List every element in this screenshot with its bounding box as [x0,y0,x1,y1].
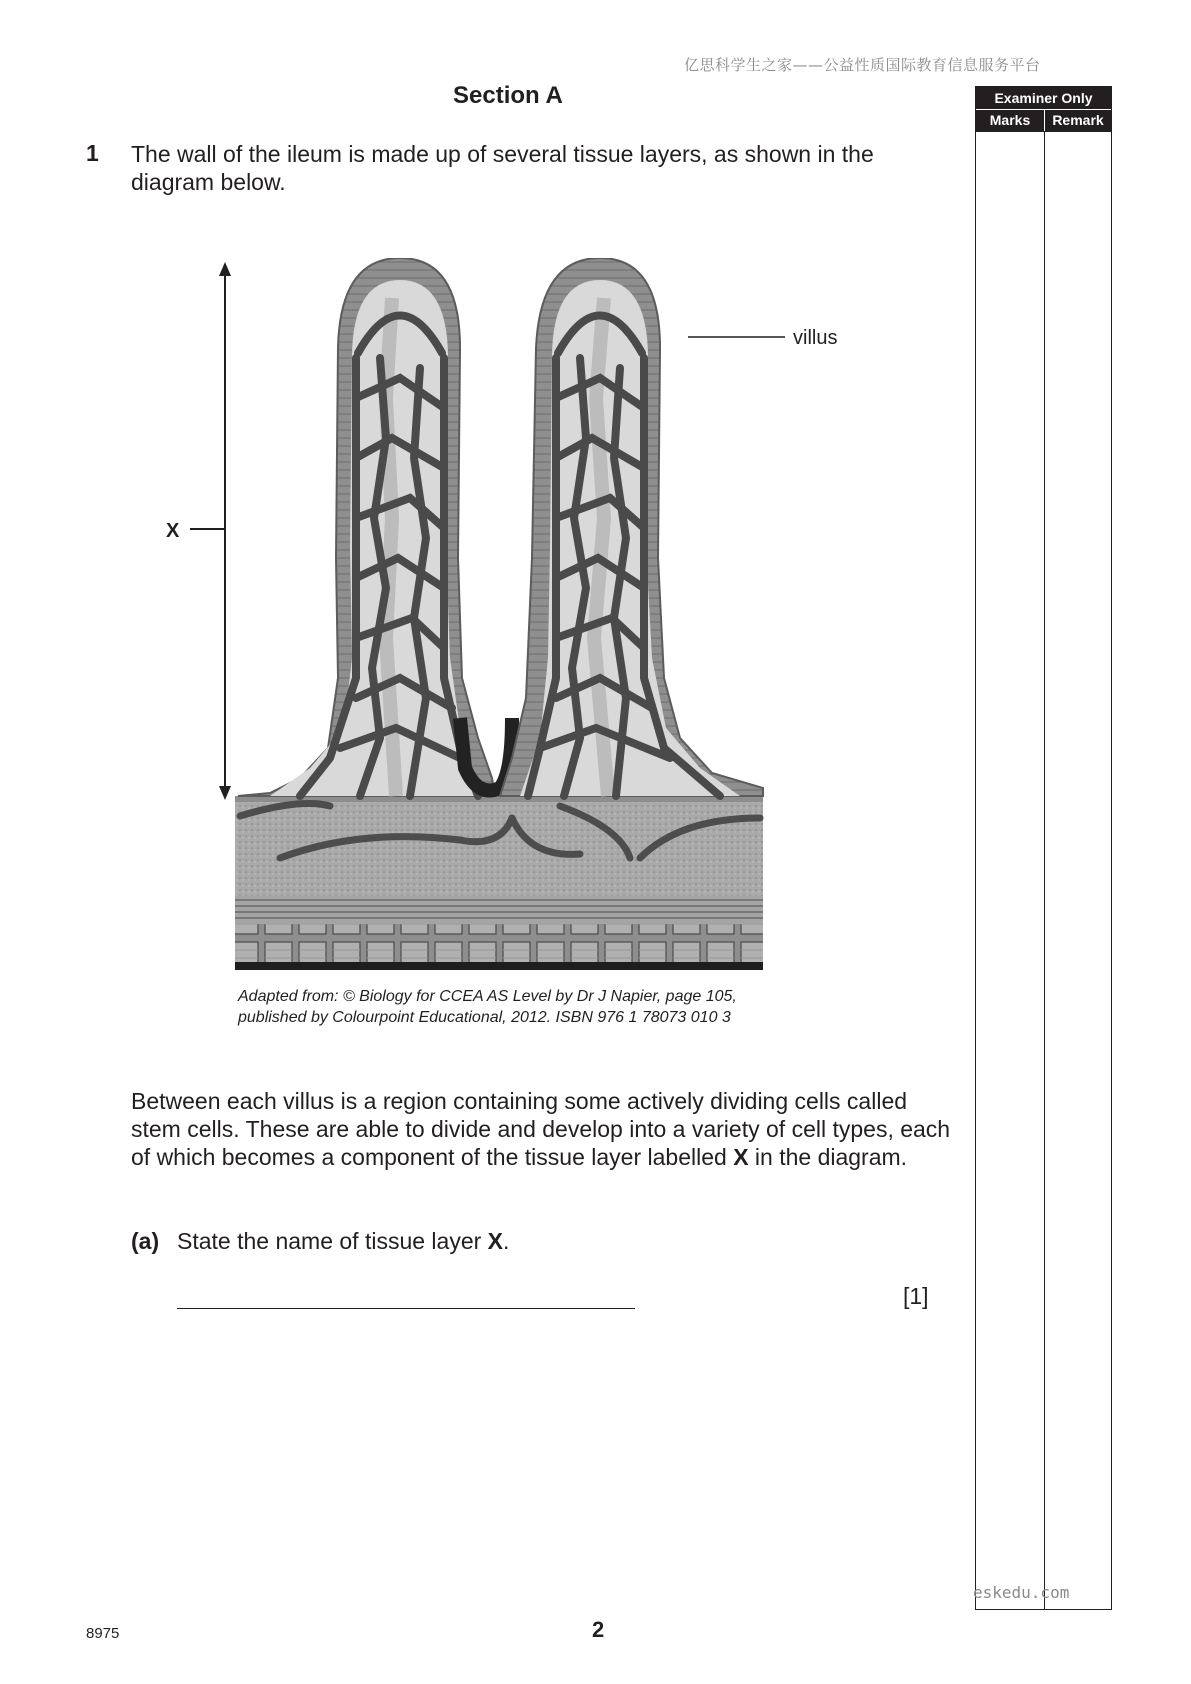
part-a-tail: . [503,1228,510,1254]
examiner-column-divider [1044,131,1045,1609]
diagram-caption [238,986,737,1028]
muscle-layer-circular [235,924,763,962]
examiner-only-box [975,86,1112,1610]
paragraph-bold-x: X [733,1144,749,1170]
label-x: X [166,520,180,542]
watermark-bottom: eskedu.com [973,1583,1070,1602]
label-villus: villus [793,327,838,349]
answer-line[interactable] [177,1308,635,1309]
part-a-question [177,1228,509,1255]
paragraph-text: Between each villus is a region containing some actively dividing cells called stem cells. These are able to divide and develop into a variety of cell types, each of which becomes a component of the tissue layer labelled [131,1088,951,1170]
muscle-layer-longitudinal [235,896,763,924]
villus-right [500,258,763,796]
examiner-only-heading: Examiner Only [976,87,1111,109]
caption-line-2: published by Colourpoint Educational, 2012. ISBN 976 1 78073 010 3 [238,1009,731,1026]
part-a-label: (a) [131,1228,160,1254]
page-number: 2 [592,1617,605,1642]
caption-line-1: Adapted from: © Biology for CCEA AS Level by Dr J Napier, page 105, [238,988,737,1005]
question-intro: The wall of the ileum is made up of several tissue layers, as shown in the diagram below. [131,141,874,195]
stem-cell-paragraph [131,1087,951,1171]
paper-code: 8975 [86,1625,120,1642]
villus-left [238,258,495,796]
marks-indicator: [1] [903,1283,929,1309]
ileum-diagram [160,258,860,1028]
section-title: Section A [453,82,563,109]
question-number: 1 [86,140,99,166]
paragraph-tail: in the diagram. [748,1144,908,1170]
examiner-columns-header [976,109,1111,132]
part-a-bold-x: X [487,1228,504,1254]
marks-column-header: Marks [976,110,1045,132]
remark-column-header: Remark [1052,112,1104,128]
watermark-top: 亿思科学生之家——公益性质国际教育信息服务平台 [684,56,1041,74]
part-a-text: State the name of tissue layer [177,1228,488,1254]
